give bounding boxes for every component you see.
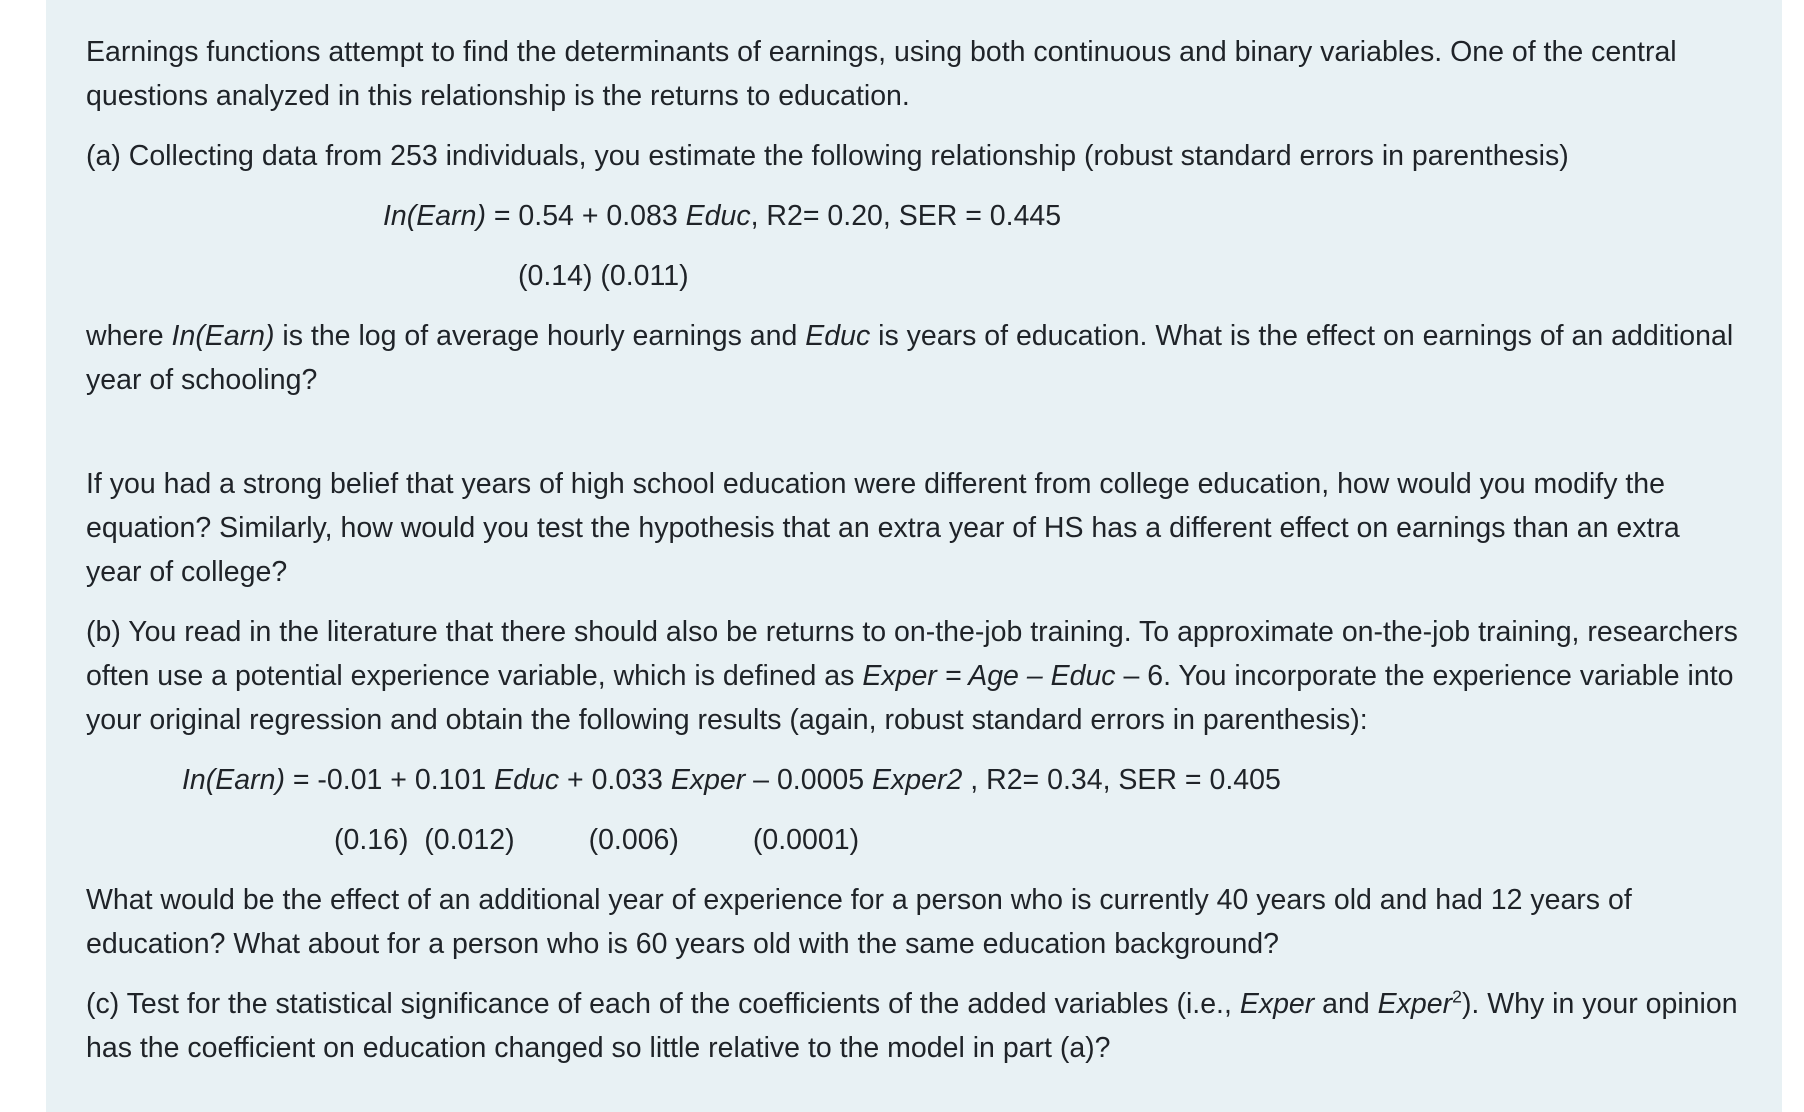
spacer [86, 418, 1742, 462]
intro-paragraph: Earnings functions attempt to find the determinants of earnings, using both continuous and binary variables. One of the central questions analyzed in this relationship is the returns to education. [86, 36, 1677, 112]
standard-errors-b: (0.16) (0.012) (0.006) (0.0001) [334, 824, 860, 856]
part-a-where: where In(Earn) is the log of average hourly earnings and Educ is years of education. What is the effect on earnings of an additional year of schooling? [86, 320, 1734, 396]
equation-b: In(Earn) = -0.01 + 0.101 Educ + 0.033 Exper – 0.0005 Exper2 , R2= 0.34, SER = 0.405 [182, 764, 1281, 796]
part-a-prompt: (a) Collecting data from 253 individuals, you estimate the following relationship (robust standard errors in parenthesis) [86, 140, 1569, 172]
part-b-question: What would be the effect of an additional year of experience for a person who is currently 40 years old and had 12 years of education? What about for a person who is 60 years old with the same education background? [86, 884, 1632, 960]
part-c-prompt: (c) Test for the statistical significance of each of the coefficients of the added variables (i.e., Exper and Exper$^2$). Why in your opinion has the coefficient on education changed so little relative to the model in part (a)? [86, 986, 1738, 1064]
eq-a-lhs: In(Earn) [383, 200, 486, 232]
equation-a: In(Earn) = 0.54 + 0.083 Educ, R2= 0.20, SER = 0.445 [383, 200, 1062, 232]
standard-errors-a: (0.14) (0.011) [518, 260, 689, 292]
part-b-prompt: (b) You read in the literature that there should also be returns to on-the-job training. To approximate on-the-job training, researchers often use a potential experience variable, which is defined as Exper = Age – Educ – 6. You incorporate the experience variable into your original regression and obtain the following results (again, robust standard errors in parenthesis): [86, 616, 1738, 736]
part-a-followup: If you had a strong belief that years of high school education were different from college education, how would you modify the equation? Similarly, how would you test the hypothesis that an extra year of HS has a different effect on earnings than an extra year of college? [86, 468, 1680, 588]
question-panel [46, 0, 1782, 1112]
